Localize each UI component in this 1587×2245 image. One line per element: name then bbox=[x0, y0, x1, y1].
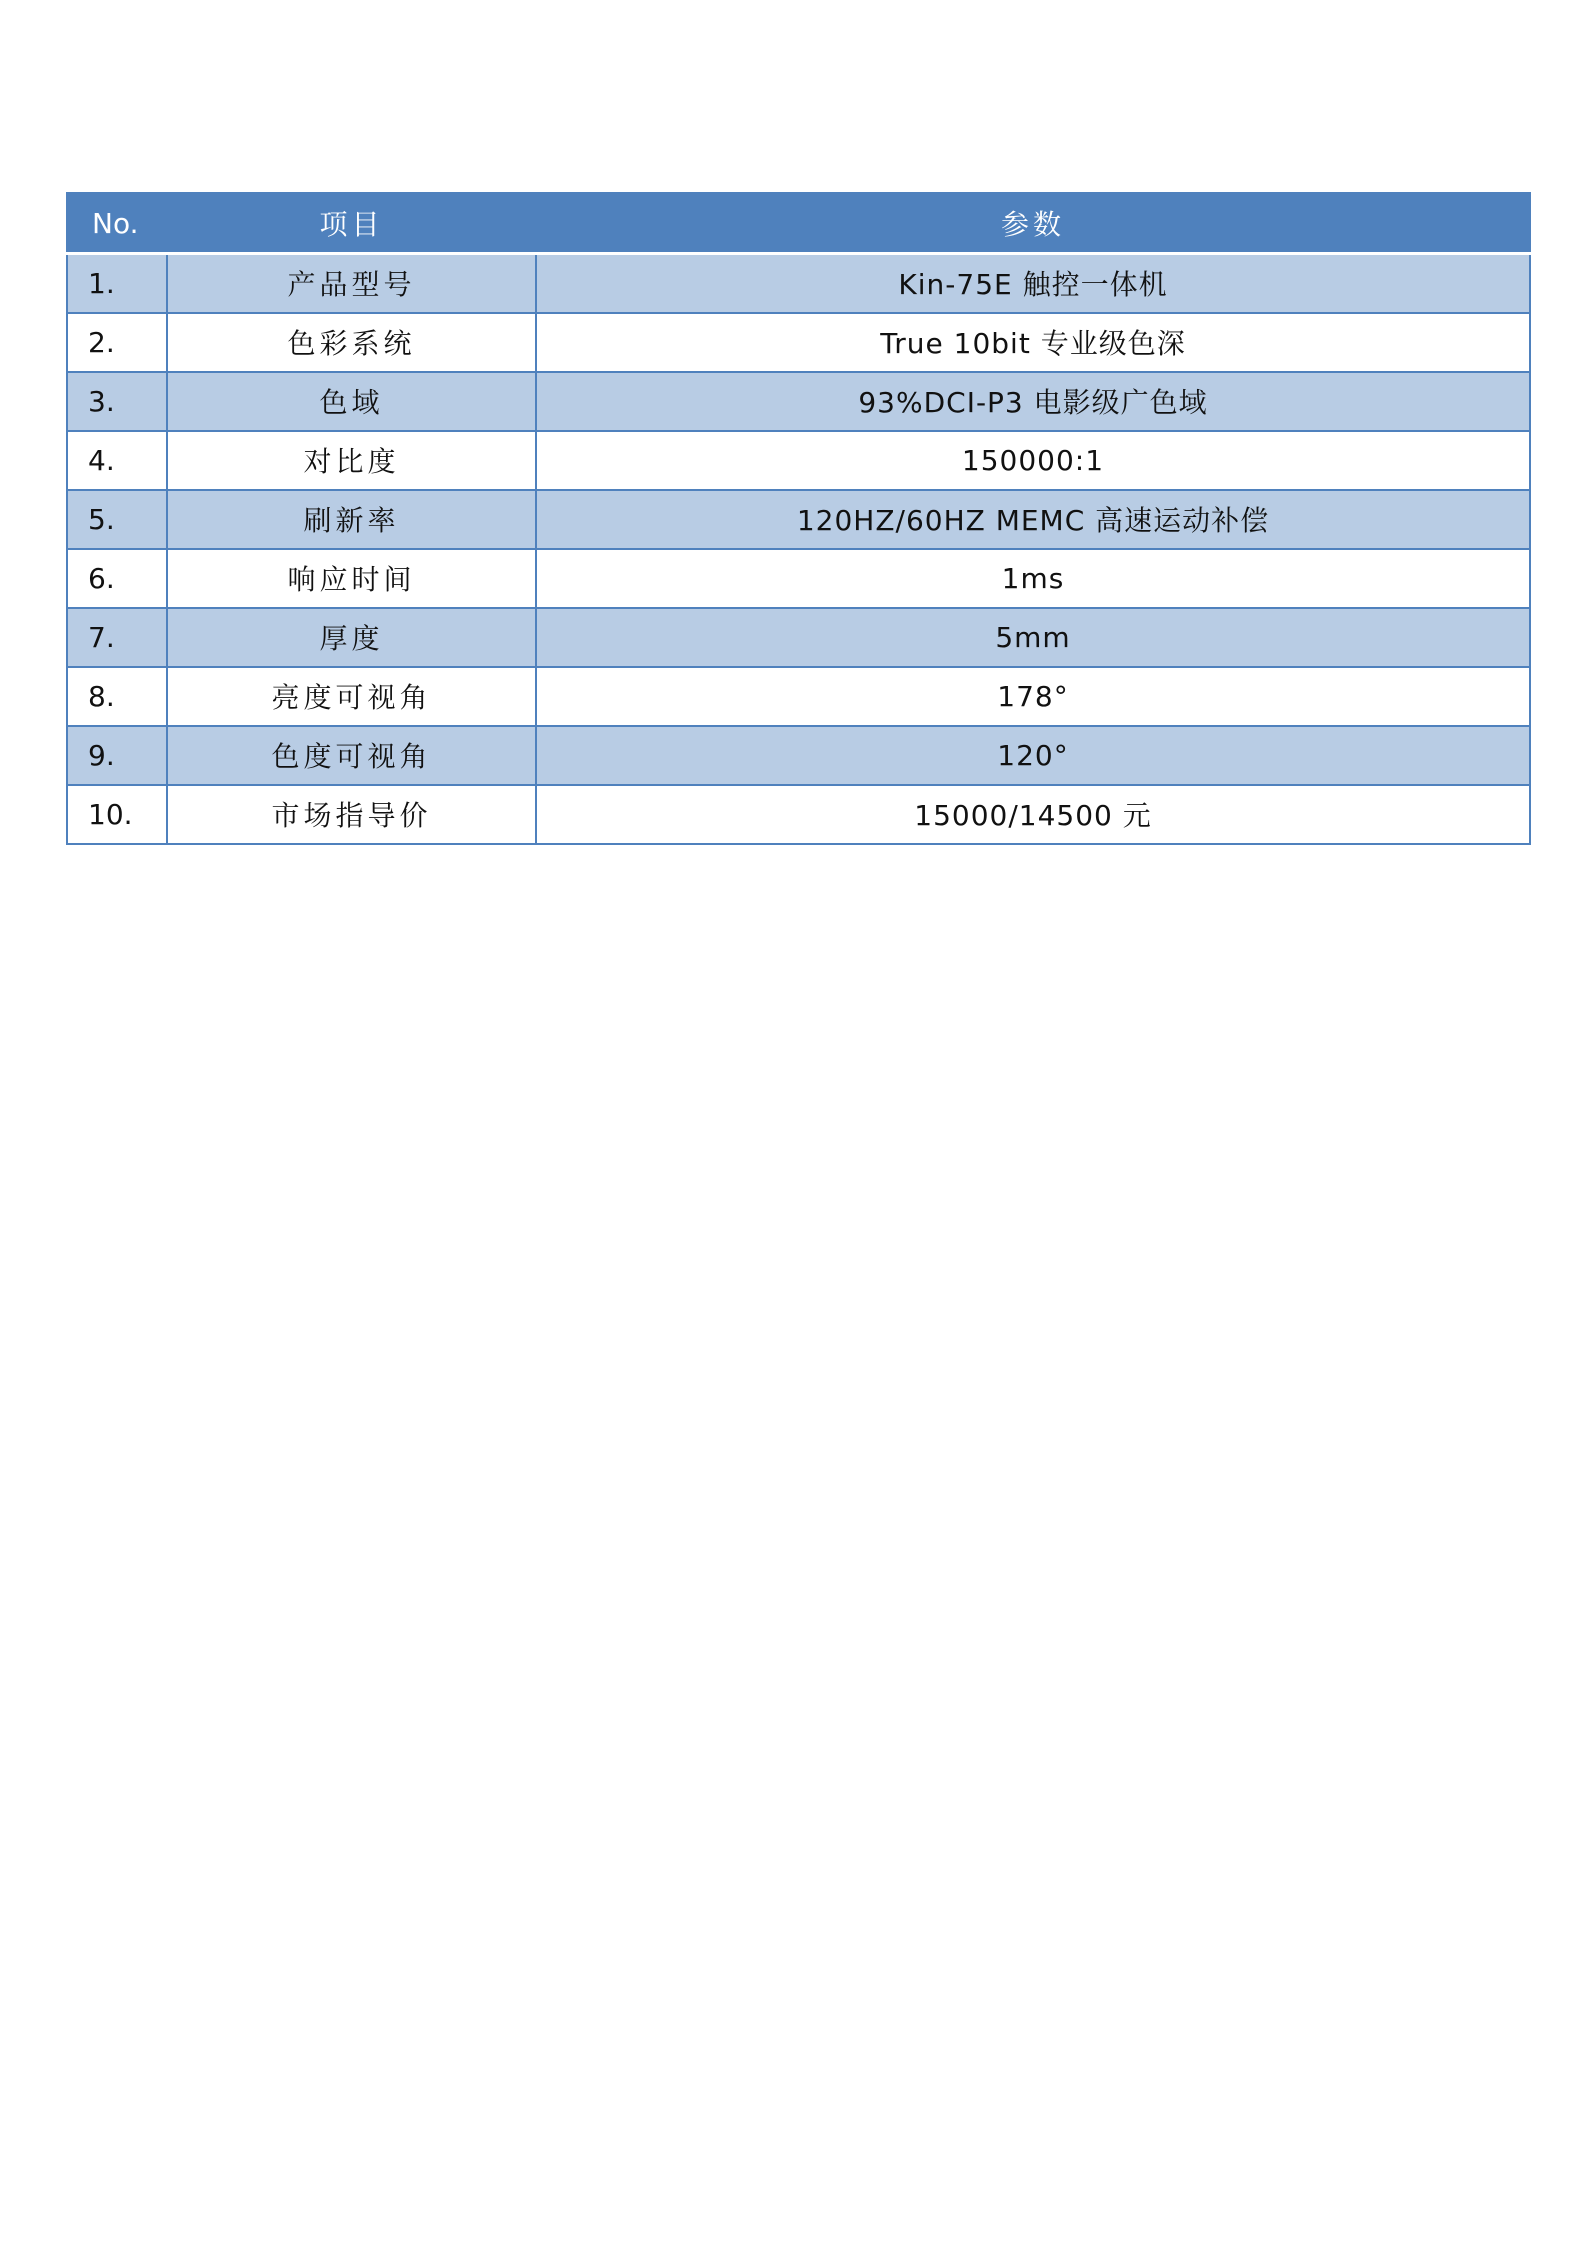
row-number: 1. bbox=[67, 254, 167, 313]
row-param: Kin-75E 触控一体机 bbox=[536, 254, 1530, 313]
row-item: 产品型号 bbox=[167, 254, 536, 313]
row-item: 亮度可视角 bbox=[167, 667, 536, 726]
row-item: 市场指导价 bbox=[167, 785, 536, 844]
table-row bbox=[67, 549, 1530, 608]
row-param: 93%DCI-P3 电影级广色域 bbox=[536, 372, 1530, 431]
table-row bbox=[67, 372, 1530, 431]
table-row bbox=[67, 254, 1530, 313]
row-number: 6. bbox=[67, 549, 167, 608]
table-row bbox=[67, 785, 1530, 844]
row-number: 9. bbox=[67, 726, 167, 785]
table-row bbox=[67, 490, 1530, 549]
row-param: 178° bbox=[536, 667, 1530, 726]
row-param: 5mm bbox=[536, 608, 1530, 667]
row-item: 对比度 bbox=[167, 431, 536, 490]
row-number: 4. bbox=[67, 431, 167, 490]
row-item: 色度可视角 bbox=[167, 726, 536, 785]
header-param: 参数 bbox=[536, 193, 1530, 254]
row-param: 15000/14500 元 bbox=[536, 785, 1530, 844]
row-param: 150000:1 bbox=[536, 431, 1530, 490]
header-row bbox=[67, 193, 1530, 254]
header-no: No. bbox=[67, 193, 167, 254]
row-item: 色彩系统 bbox=[167, 313, 536, 372]
table-body bbox=[67, 254, 1530, 844]
table-row bbox=[67, 608, 1530, 667]
table-row bbox=[67, 431, 1530, 490]
row-param: 120° bbox=[536, 726, 1530, 785]
row-number: 7. bbox=[67, 608, 167, 667]
row-number: 10. bbox=[67, 785, 167, 844]
row-number: 2. bbox=[67, 313, 167, 372]
table-row bbox=[67, 667, 1530, 726]
header-item: 项目 bbox=[167, 193, 536, 254]
row-number: 3. bbox=[67, 372, 167, 431]
row-number: 8. bbox=[67, 667, 167, 726]
row-item: 厚度 bbox=[167, 608, 536, 667]
table-header bbox=[67, 193, 1530, 254]
row-item: 刷新率 bbox=[167, 490, 536, 549]
row-item: 响应时间 bbox=[167, 549, 536, 608]
table-row bbox=[67, 313, 1530, 372]
row-param: True 10bit 专业级色深 bbox=[536, 313, 1530, 372]
row-param: 120HZ/60HZ MEMC 高速运动补偿 bbox=[536, 490, 1530, 549]
row-item: 色域 bbox=[167, 372, 536, 431]
spec-table bbox=[66, 192, 1531, 845]
row-param: 1ms bbox=[536, 549, 1530, 608]
row-number: 5. bbox=[67, 490, 167, 549]
table-row bbox=[67, 726, 1530, 785]
